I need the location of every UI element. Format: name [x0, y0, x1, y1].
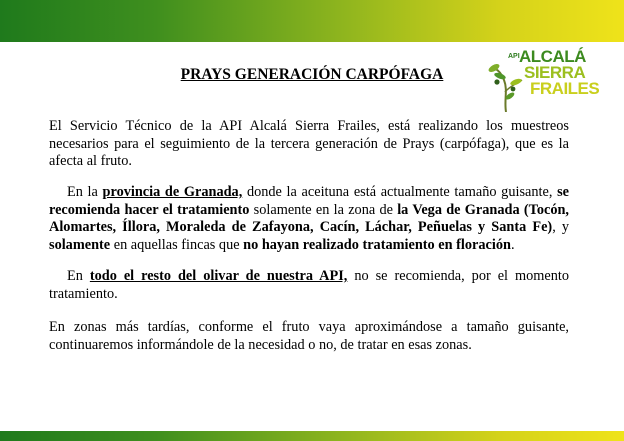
document-title: PRAYS GENERACIÓN CARPÓFAGA	[180, 66, 444, 83]
p2-recommendation: se recomienda hacer el tratamiento	[49, 184, 569, 218]
footer-band	[0, 431, 624, 441]
p2-text: en aquellas fincas que	[110, 236, 244, 253]
paragraph-intro: El Servicio Técnico de la API Alcalá Sierra Frailes, está realizando los muestreos necesarios para el seguimiento de la tercera generación de Prays (carpófaga), que es la afecta al fruto.	[49, 118, 569, 170]
p2-text: .	[510, 236, 515, 253]
paragraph-rest	[49, 268, 569, 303]
p2-zone: la Vega de Granada (Tocón, Alomartes, Íllora, Moraleda de Zafayona, Cacín, Láchar, Peñuelas y Santa Fe)	[49, 201, 569, 236]
p2-text: En la	[67, 184, 103, 200]
p2-text: , y	[552, 219, 570, 236]
logo-line-sierra: SIERRA	[524, 63, 586, 82]
p3-rest-of-olivar: todo el resto del olivar de nuestra API,	[89, 268, 348, 284]
p2-only: solamente	[49, 236, 111, 253]
paragraph-late-zones: En zonas más tardías, conforme el fruto vaya aproximándose a tamaño guisante, continuaremos informándole de la necesidad o no, de tratar en esas zonas.	[49, 319, 569, 353]
logo-line-frailes: FRAILES	[530, 79, 600, 98]
paragraph-granada	[49, 184, 569, 254]
p2-text: solamente en la zona de	[249, 201, 398, 218]
p2-province: provincia de Granada,	[102, 184, 243, 200]
logo-line-alcala: ALCALÁ	[519, 47, 586, 66]
p2-text: donde la aceituna está actualmente tamaño guisante,	[242, 184, 558, 200]
p3-text: En	[67, 268, 90, 284]
p3-text: no se recomienda, por el momento tratamiento.	[49, 268, 569, 302]
header-band	[0, 0, 624, 42]
logo-api-text: API	[508, 53, 520, 60]
p2-condition: no hayan realizado tratamiento en floración	[243, 236, 511, 253]
